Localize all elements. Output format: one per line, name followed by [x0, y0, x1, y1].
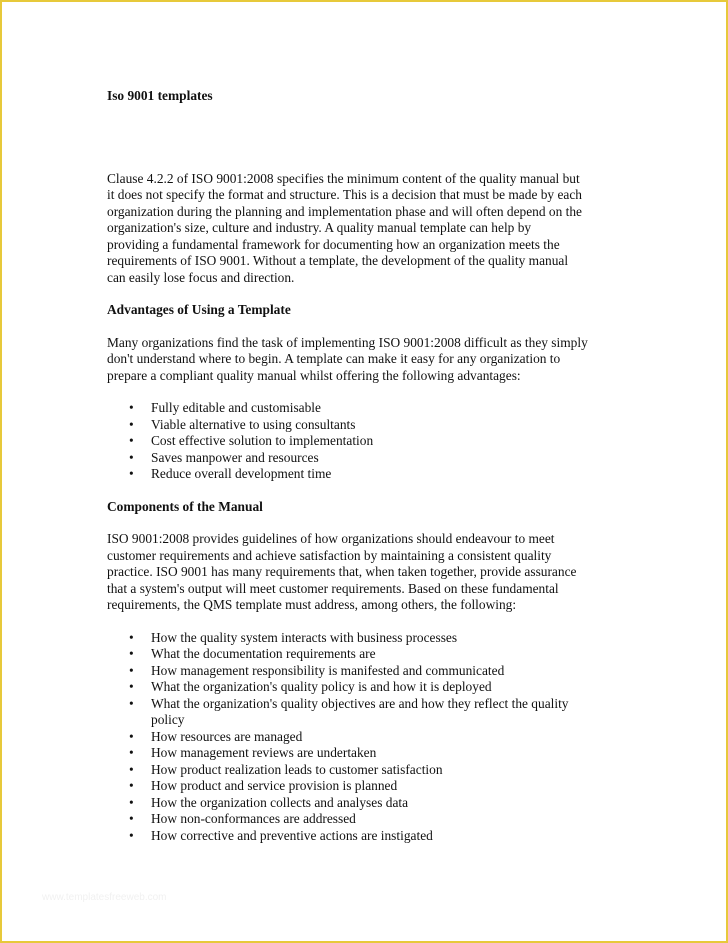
list-item-text: How product realization leads to customer satisfaction [151, 761, 443, 777]
components-heading: Components of the Manual [107, 498, 263, 514]
list-item-text: Cost effective solution to implementation [151, 433, 374, 448]
list-item-text: How product and service provision is planned [151, 778, 398, 793]
components-line: that a system's output will meet customer requirements. Based on these fundamental [107, 580, 559, 596]
bullet-icon: • [129, 629, 134, 645]
document-title: Iso 9001 templates [107, 88, 213, 103]
list-item-text: What the organization's quality policy is and how it is deployed [151, 679, 492, 694]
bullet-icon: • [129, 728, 134, 744]
components-line: requirements, the QMS template must address, among others, the following: [107, 597, 517, 612]
list-item-text: Viable alternative to using consultants [151, 416, 356, 432]
bullet-icon: • [129, 811, 134, 826]
intro-line: it does not specify the format and structure. This is a decision that must be made by each [107, 187, 582, 202]
intro-line: organization during the planning and implementation phase and will often depend on the [107, 203, 583, 219]
intro-line: providing a fundamental framework for documenting how an organization meets the [107, 236, 560, 252]
document-content [107, 88, 627, 844]
components-list [107, 630, 627, 845]
advantages-line: Many organizations find the task of implementing ISO 9001:2008 difficult as they simply [107, 334, 588, 350]
list-item [107, 745, 627, 762]
list-item-text: How corrective and preventive actions are instigated [151, 827, 433, 843]
bullet-icon: • [129, 662, 134, 678]
bullet-icon: • [129, 679, 134, 694]
watermark: www.templatesfreeweb.com [42, 892, 167, 903]
list-item [107, 729, 627, 746]
bullet-icon: • [129, 449, 134, 465]
bullet-icon: • [129, 466, 134, 481]
list-item [107, 795, 627, 812]
advantages-paragraph [107, 335, 627, 385]
bullet-icon: • [129, 433, 134, 448]
components-line: customer requirements and achieve satisfaction by maintaining a consistent quality [107, 547, 552, 563]
list-item-text: How management responsibility is manifested and communicated [151, 662, 505, 678]
bullet-icon: • [129, 745, 134, 760]
list-item-text-continued: policy [151, 712, 185, 727]
components-line: ISO 9001:2008 provides guidelines of how organizations should endeavour to meet [107, 531, 555, 546]
list-item [107, 663, 627, 680]
bullet-icon: • [129, 827, 134, 843]
list-item [107, 762, 627, 779]
intro-line: Clause 4.2.2 of ISO 9001:2008 specifies the minimum content of the quality manual but [107, 170, 580, 186]
list-item [107, 433, 627, 450]
list-item-text: How the quality system interacts with business processes [151, 629, 458, 645]
list-item-text: What the documentation requirements are [151, 646, 376, 661]
list-item [107, 778, 627, 795]
components-paragraph [107, 531, 627, 614]
list-item [107, 450, 627, 467]
bullet-icon: • [129, 794, 134, 810]
advantages-line: prepare a compliant quality manual whilst offering the following advantages: [107, 367, 521, 383]
list-item [107, 828, 627, 845]
list-item [107, 696, 627, 729]
list-item-text: What the organization's quality objectives are and how they reflect the quality [151, 695, 569, 711]
advantages-heading: Advantages of Using a Template [107, 302, 291, 317]
list-item-text: How management reviews are undertaken [151, 745, 377, 760]
bullet-icon: • [129, 778, 134, 793]
list-item-text: How the organization collects and analyses data [151, 794, 409, 810]
list-item [107, 646, 627, 663]
list-item [107, 400, 627, 417]
bullet-icon: • [129, 761, 134, 777]
intro-paragraph [107, 171, 627, 287]
list-item-text: Saves manpower and resources [151, 449, 319, 465]
list-item [107, 466, 627, 483]
list-item [107, 630, 627, 647]
components-line: practice. ISO 9001 has many requirements that, when taken together, provide assurance [107, 564, 577, 579]
intro-line: organization's size, culture and industry. A quality manual template can help by [107, 220, 532, 235]
list-item-text: Reduce overall development time [151, 466, 332, 481]
list-item [107, 811, 627, 828]
intro-line: can easily lose focus and direction. [107, 269, 295, 285]
bullet-icon: • [129, 695, 134, 711]
bullet-icon: • [129, 416, 134, 432]
list-item [107, 417, 627, 434]
advantages-line: don't understand where to begin. A template can make it easy for any organization to [107, 351, 561, 366]
list-item-text: How resources are managed [151, 728, 303, 744]
list-item [107, 679, 627, 696]
intro-line: requirements of ISO 9001. Without a template, the development of the quality manual [107, 253, 569, 268]
list-item-text: How non-conformances are addressed [151, 811, 356, 826]
bullet-icon: • [129, 400, 134, 415]
bullet-icon: • [129, 646, 134, 661]
list-item-text: Fully editable and customisable [151, 400, 321, 415]
advantages-list [107, 400, 627, 483]
